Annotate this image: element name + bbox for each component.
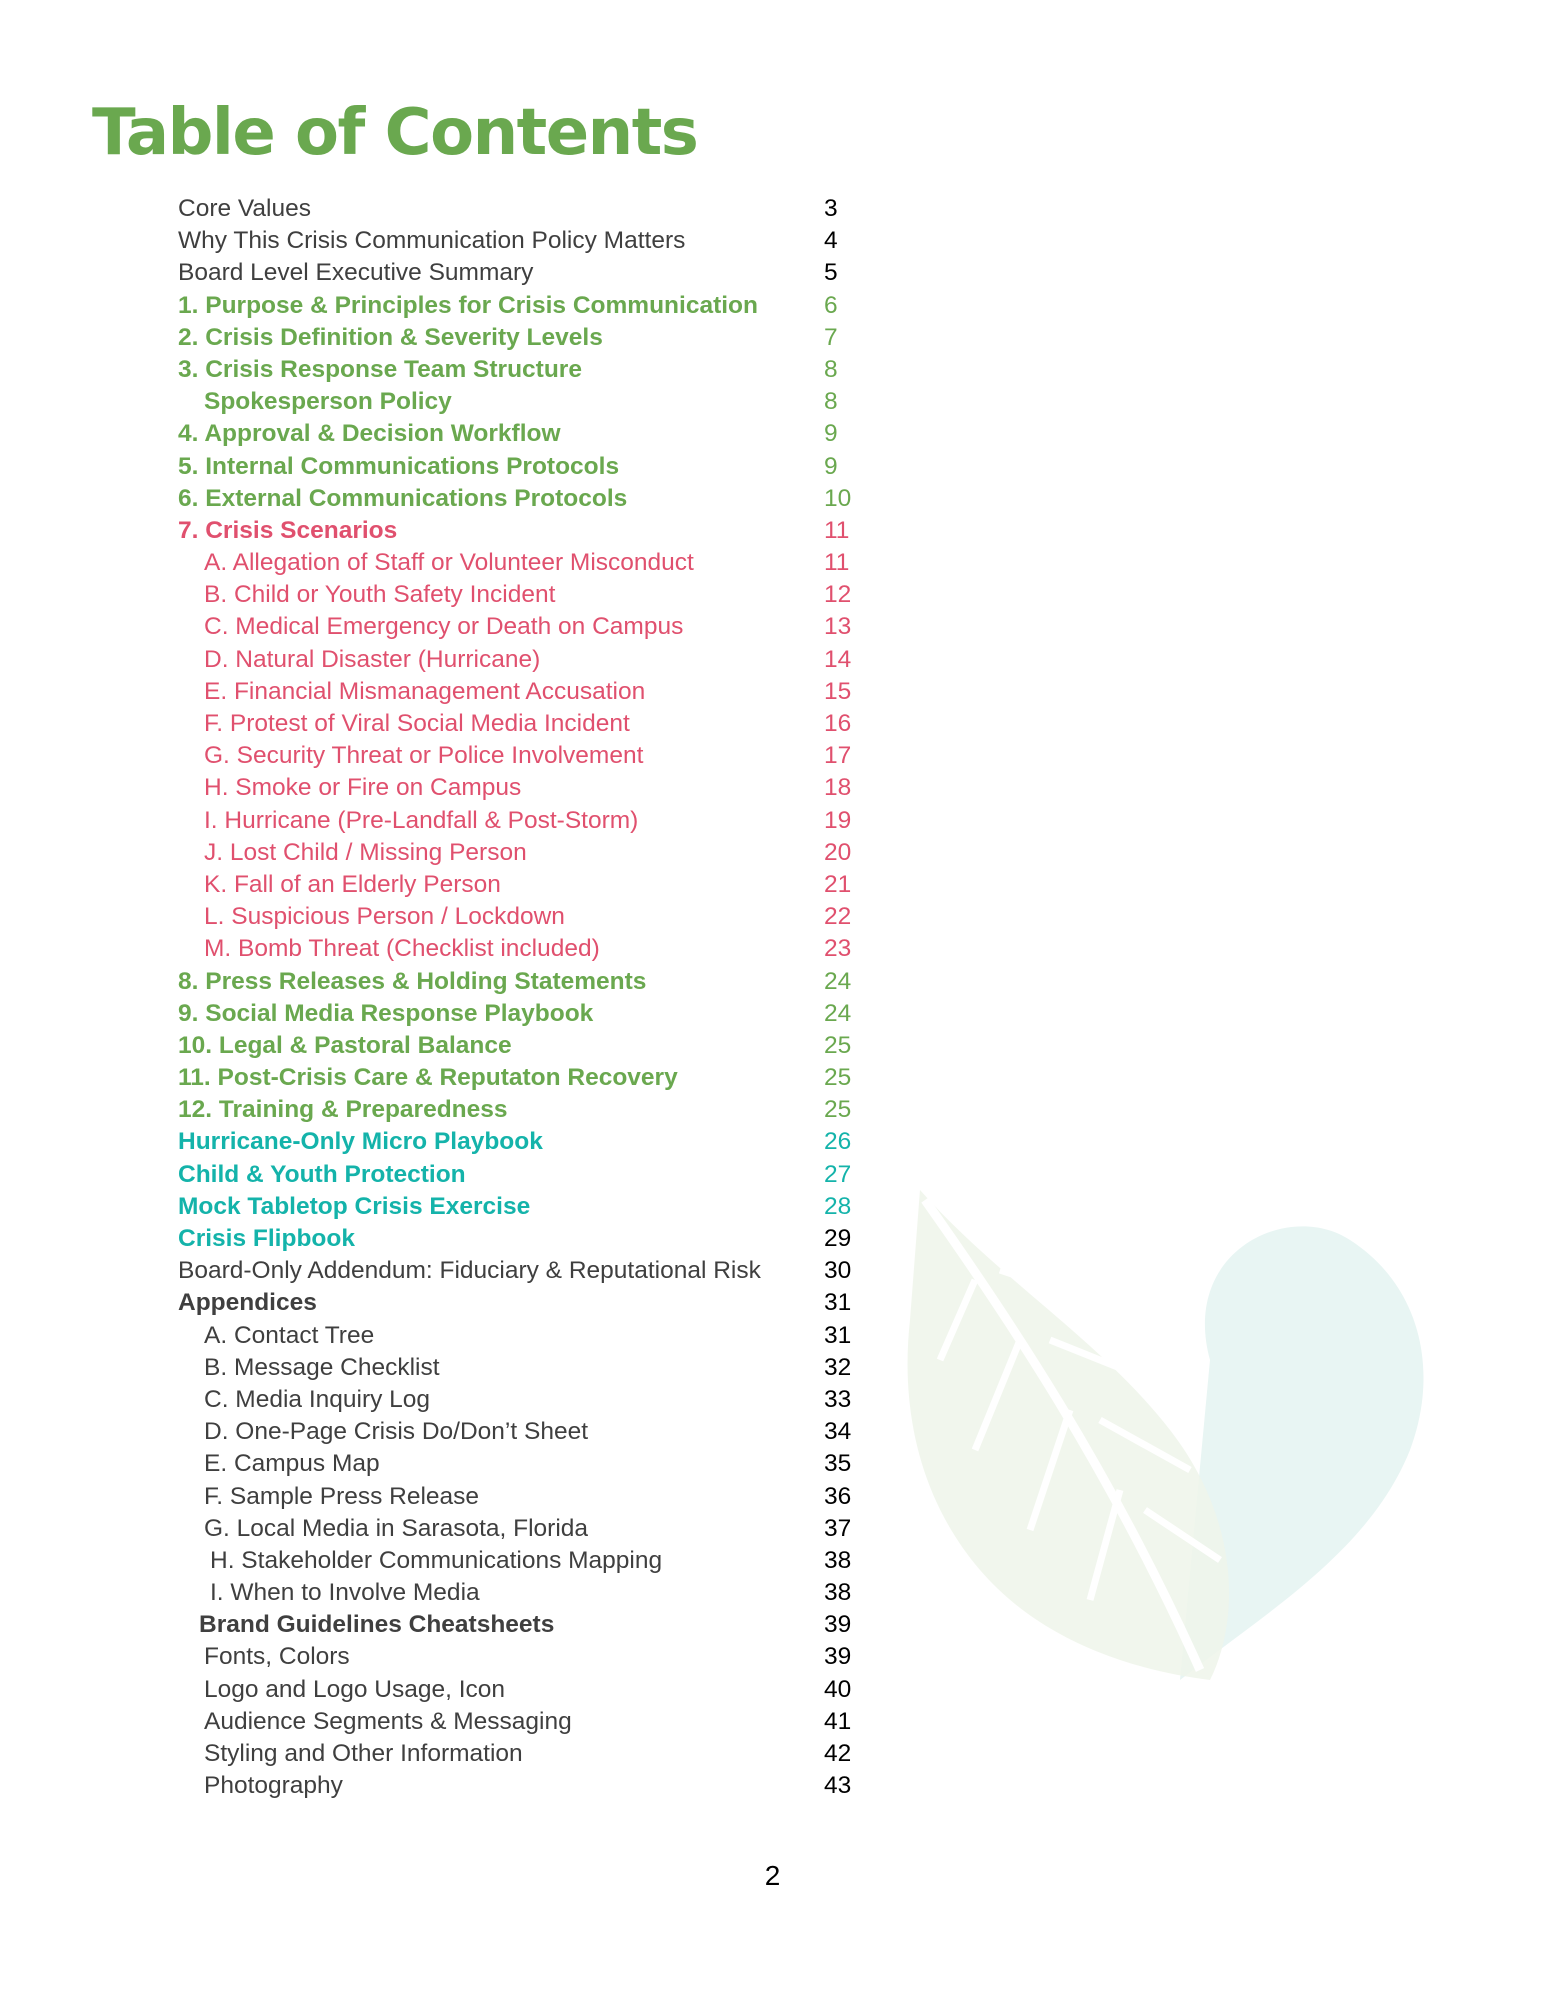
toc-entry-label: 11. Post-Crisis Care & Reputaton Recovery bbox=[178, 1064, 678, 1092]
toc-entry-label: L. Suspicious Person / Lockdown bbox=[204, 903, 565, 931]
toc-entry-label: Crisis Flipbook bbox=[178, 1225, 355, 1252]
toc-entry bbox=[178, 1255, 878, 1287]
toc-entry-page: 13 bbox=[824, 613, 852, 641]
toc-entry bbox=[178, 290, 878, 322]
toc-entry-page: 39 bbox=[824, 1611, 852, 1639]
toc-entry-label: Core Values bbox=[178, 195, 312, 222]
toc-entry-label: Fonts, Colors bbox=[204, 1643, 350, 1671]
toc-entry-page: 28 bbox=[824, 1192, 852, 1220]
toc-entry-label: Styling and Other Information bbox=[204, 1740, 523, 1767]
toc-entry bbox=[178, 1159, 878, 1191]
toc-entry-page: 8 bbox=[824, 355, 838, 383]
toc-entry bbox=[178, 515, 878, 547]
toc-entry-page: 32 bbox=[824, 1353, 852, 1381]
toc-entry bbox=[178, 1094, 878, 1126]
toc-entry-page: 6 bbox=[824, 291, 838, 319]
toc-entry-label: B. Message Checklist bbox=[204, 1353, 440, 1381]
toc-entry-label: Why This Crisis Communication Policy Matters bbox=[178, 227, 686, 255]
toc-entry-label: Brand Guidelines Cheatsheets bbox=[199, 1611, 555, 1639]
toc-entry-label: C. Media Inquiry Log bbox=[204, 1385, 431, 1413]
toc-entry-label: J. Lost Child / Missing Person bbox=[204, 838, 527, 866]
toc-entry bbox=[178, 1448, 878, 1480]
toc-entry-label: 7. Crisis Scenarios bbox=[178, 516, 398, 544]
toc-entry-label: Hurricane-Only Micro Playbook bbox=[178, 1128, 543, 1156]
toc-entry-label: Photography bbox=[204, 1772, 343, 1800]
toc-entry bbox=[178, 1320, 878, 1352]
toc-entry-page: 17 bbox=[824, 742, 852, 770]
toc-entry-label: 4. Approval & Decision Workflow bbox=[178, 420, 561, 448]
toc-entry-page: 11 bbox=[824, 516, 850, 544]
toc-entry-label: D. Natural Disaster (Hurricane) bbox=[204, 645, 541, 673]
toc-entry-page: 42 bbox=[824, 1740, 852, 1767]
toc-entry-page: 10 bbox=[824, 484, 852, 512]
toc-entry-label: Appendices bbox=[178, 1289, 317, 1317]
toc-entry-page: 22 bbox=[824, 903, 852, 931]
toc-entry bbox=[178, 1770, 878, 1802]
toc-entry-page: 15 bbox=[824, 677, 852, 705]
toc-entry-page: 36 bbox=[824, 1482, 852, 1510]
toc-entry-label: 9. Social Media Response Playbook bbox=[178, 999, 594, 1027]
toc-entry-label: 3. Crisis Response Team Structure bbox=[178, 355, 582, 383]
toc-entry-label: Spokesperson Policy bbox=[204, 388, 452, 416]
toc-entry bbox=[178, 805, 878, 837]
toc-entry-page: 9 bbox=[824, 420, 838, 448]
toc-entry-page: 19 bbox=[824, 806, 852, 834]
toc-entry bbox=[178, 257, 878, 289]
toc-entry bbox=[178, 451, 878, 483]
toc-entry-label: Board Level Executive Summary bbox=[178, 259, 534, 287]
toc-entry-label: D. One-Page Crisis Do/Don’t Sheet bbox=[204, 1418, 588, 1446]
toc-entry-label: H. Stakeholder Communications Mapping bbox=[210, 1546, 663, 1574]
toc-entry-page: 9 bbox=[824, 452, 838, 480]
toc-entry-page: 12 bbox=[824, 581, 852, 609]
leaf-heart-icon bbox=[880, 1170, 1470, 1690]
toc-entry-label: I. When to Involve Media bbox=[210, 1579, 480, 1607]
toc-entry bbox=[178, 740, 878, 772]
toc-entry-label: Audience Segments & Messaging bbox=[204, 1707, 572, 1735]
toc-entry-label: K. Fall of an Elderly Person bbox=[204, 870, 501, 898]
toc-entry-page: 38 bbox=[824, 1579, 852, 1607]
toc-entry-page: 43 bbox=[824, 1772, 852, 1800]
toc-entry bbox=[178, 1738, 878, 1770]
toc-entry-page: 7 bbox=[824, 323, 838, 351]
toc-entry bbox=[178, 611, 878, 643]
toc-entry bbox=[178, 1352, 878, 1384]
toc-entry bbox=[178, 386, 878, 418]
toc-entry bbox=[178, 869, 878, 901]
toc-entry-label: G. Local Media in Sarasota, Florida bbox=[204, 1514, 589, 1542]
toc-entry-page: 18 bbox=[824, 774, 852, 802]
toc-entry-page: 24 bbox=[824, 999, 852, 1027]
toc-entry-page: 34 bbox=[824, 1418, 852, 1446]
toc-entry-page: 31 bbox=[824, 1289, 852, 1317]
toc-entry-label: 6. External Communications Protocols bbox=[178, 484, 628, 512]
toc-entry bbox=[178, 354, 878, 386]
toc-entry-label: B. Child or Youth Safety Incident bbox=[204, 581, 556, 609]
toc-entry-label: I. Hurricane (Pre-Landfall & Post-Storm) bbox=[204, 806, 639, 834]
toc-entry-label: G. Security Threat or Police Involvement bbox=[204, 742, 644, 770]
toc-entry bbox=[178, 1191, 878, 1223]
toc-entry bbox=[178, 225, 878, 257]
toc-entry bbox=[178, 547, 878, 579]
toc-entry-label: F. Sample Press Release bbox=[204, 1482, 480, 1510]
toc-entry-label: F. Protest of Viral Social Media Incident bbox=[204, 710, 630, 737]
toc-entry bbox=[178, 579, 878, 611]
toc-entry-label: Mock Tabletop Crisis Exercise bbox=[178, 1192, 531, 1220]
toc-entry bbox=[178, 1416, 878, 1448]
toc-entry-label: 12. Training & Preparedness bbox=[178, 1096, 508, 1124]
toc-entry-label: Child & Youth Protection bbox=[178, 1160, 466, 1188]
toc-entry bbox=[178, 966, 878, 998]
toc-entry-label: 1. Purpose & Principles for Crisis Communication bbox=[178, 291, 758, 319]
toc-entry bbox=[178, 1030, 878, 1062]
toc-entry-page: 38 bbox=[824, 1546, 852, 1574]
toc-entry bbox=[178, 1641, 878, 1673]
toc-entry-page: 26 bbox=[824, 1128, 852, 1156]
toc-entry bbox=[178, 837, 878, 869]
toc-entry bbox=[178, 901, 878, 933]
toc-entry bbox=[178, 1706, 878, 1738]
toc-entry bbox=[178, 772, 878, 804]
toc-entry-page: 35 bbox=[824, 1450, 852, 1478]
toc-entry bbox=[178, 1674, 878, 1706]
toc-entry-page: 8 bbox=[824, 388, 838, 416]
toc-entry bbox=[178, 933, 878, 965]
toc-entry bbox=[178, 1545, 878, 1577]
toc-entry-label: A. Contact Tree bbox=[204, 1321, 375, 1349]
toc-entry-label: 8. Press Releases & Holding Statements bbox=[178, 967, 647, 995]
toc-entry-page: 23 bbox=[824, 935, 852, 963]
toc-entry-page: 5 bbox=[824, 259, 838, 287]
toc-entry-label: E. Campus Map bbox=[204, 1450, 380, 1478]
toc-entry-page: 37 bbox=[824, 1514, 852, 1542]
toc-entry-label: 2. Crisis Definition & Severity Levels bbox=[178, 323, 603, 351]
toc-entry-page: 29 bbox=[824, 1225, 852, 1252]
toc-entry-page: 25 bbox=[824, 1096, 852, 1124]
toc-entry-label: A. Allegation of Staff or Volunteer Misconduct bbox=[204, 549, 694, 577]
toc-entry-page: 25 bbox=[824, 1031, 852, 1059]
toc-entry bbox=[178, 998, 878, 1030]
toc-entry bbox=[178, 1609, 878, 1641]
page-number: 2 bbox=[764, 1860, 781, 1891]
toc-entry-page: 4 bbox=[824, 227, 838, 255]
toc-entry bbox=[178, 193, 878, 225]
toc-entry bbox=[178, 644, 878, 676]
toc-entry-page: 16 bbox=[824, 710, 852, 737]
toc-entry-page: 27 bbox=[824, 1160, 852, 1188]
toc-entry bbox=[178, 1223, 878, 1255]
toc-entry-page: 25 bbox=[824, 1064, 852, 1092]
toc-entry-page: 14 bbox=[824, 645, 852, 673]
toc-entry-page: 20 bbox=[824, 838, 852, 866]
page-title: Table of Contents bbox=[92, 96, 698, 170]
toc-entry-page: 40 bbox=[824, 1675, 852, 1703]
toc-entry bbox=[178, 1481, 878, 1513]
toc-entry-label: M. Bomb Threat (Checklist included) bbox=[204, 935, 600, 963]
toc-entry-page: 3 bbox=[824, 195, 838, 222]
toc-entry bbox=[178, 708, 878, 740]
toc-entry-label: Logo and Logo Usage, Icon bbox=[204, 1675, 506, 1703]
toc-entry-page: 39 bbox=[824, 1643, 852, 1671]
toc-entry-page: 11 bbox=[824, 549, 850, 577]
toc-entry-page: 24 bbox=[824, 967, 852, 995]
toc-entry bbox=[178, 483, 878, 515]
toc-entry-label: Board-Only Addendum: Fiduciary & Reputational Risk bbox=[178, 1257, 761, 1285]
toc-entry-page: 31 bbox=[824, 1321, 852, 1349]
toc-entry bbox=[178, 322, 878, 354]
toc-entry-label: 10. Legal & Pastoral Balance bbox=[178, 1031, 512, 1059]
toc-entry bbox=[178, 676, 878, 708]
toc-entry-page: 33 bbox=[824, 1385, 852, 1413]
toc-entry-label: 5. Internal Communications Protocols bbox=[178, 452, 620, 480]
toc-entry bbox=[178, 418, 878, 450]
toc-entry-page: 21 bbox=[824, 870, 852, 898]
toc-entry bbox=[178, 1062, 878, 1094]
toc-entry bbox=[178, 1126, 878, 1158]
toc-entry-label: C. Medical Emergency or Death on Campus bbox=[204, 613, 684, 641]
toc-entry-page: 30 bbox=[824, 1257, 852, 1285]
toc-entry bbox=[178, 1384, 878, 1416]
toc-entry-label: H. Smoke or Fire on Campus bbox=[204, 774, 522, 802]
table-of-contents bbox=[178, 193, 878, 1802]
toc-entry-label: E. Financial Mismanagement Accusation bbox=[204, 677, 646, 705]
toc-entry bbox=[178, 1513, 878, 1545]
toc-entry bbox=[178, 1287, 878, 1319]
toc-entry-page: 41 bbox=[824, 1707, 852, 1735]
toc-entry bbox=[178, 1577, 878, 1609]
